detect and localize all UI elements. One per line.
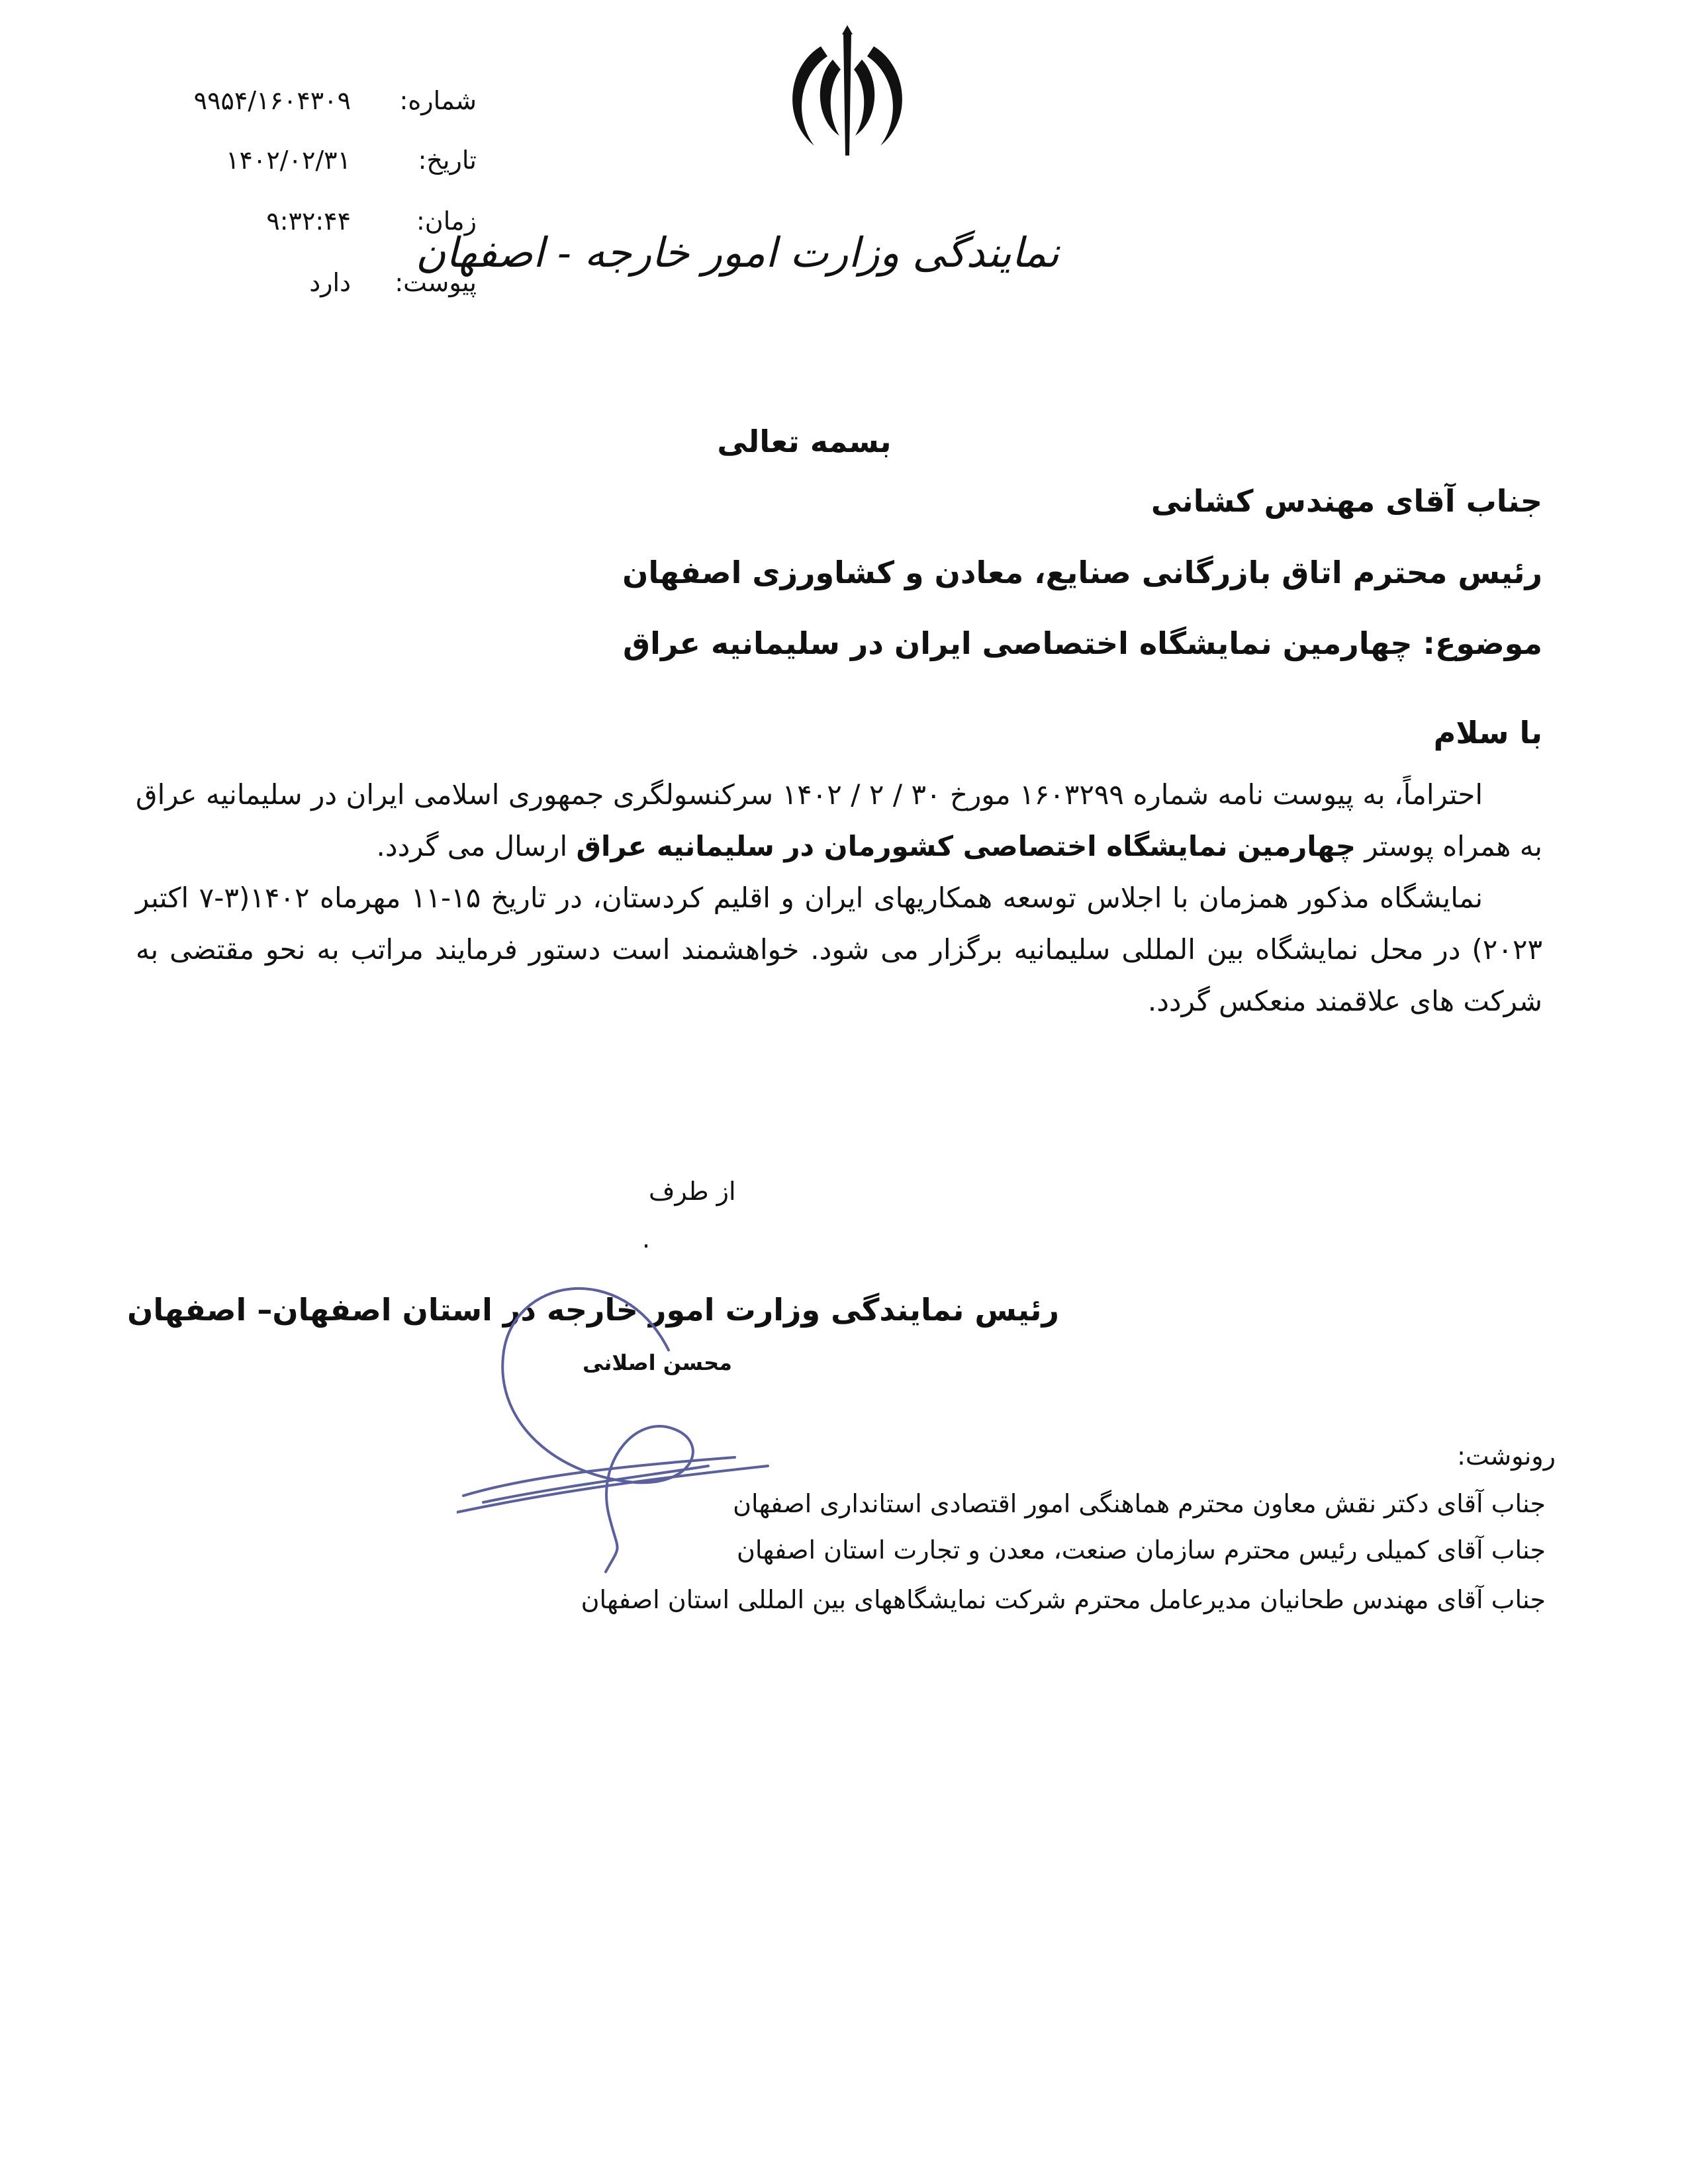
signatory-name: محسن اصلانی [583,1350,732,1375]
invocation: بسمه تعالی [717,424,892,459]
time-value: ۹:۳۲:۴۴ [266,206,351,236]
recipient-title: رئیس محترم اتاق بازرگانی صنایع، معادن و کشاورزی اصفهان [622,555,1542,590]
subject: موضوع: چهارمین نمایشگاه اختصاصی ایران در سلیمانیه عراق [623,625,1542,661]
cc-item-3: جناب آقای مهندس طحانیان مدیرعامل محترم شرکت نمایشگاههای بین المللی استان اصفهان [581,1585,1546,1614]
paragraph-2: نمایشگاه مذکور همزمان با اجلاس توسعه همکاریهای ایران و اقلیم کردستان، در تاریخ ۱۵-۱۱ مهرماه ۱۴۰۲(۳-۷ اکتبر ۲۰۲۳) در محل نمایشگاه بین المللی سلیمانیه برگزار می شود. خواهشمند است دستور فرمایند مراتب به نحو مقتضی به شرکت های علاقمند منعکس گردد. [136,882,1542,1017]
recipient: جناب آقای مهندس کشانی [1150,483,1542,519]
iran-emblem-icon [774,20,920,159]
attachment-label: پیوست: [395,268,477,297]
number-row [132,86,477,126]
date-label: تاریخ: [418,146,477,175]
cc-item-2: جناب آقای کمیلی رئیس محترم سازمان صنعت، معدن و تجارت استان اصفهان [736,1535,1546,1565]
on-behalf: از طرف [649,1177,736,1206]
time-label: زمان: [416,206,477,236]
paragraph-1-end: ارسال می گردد. [376,830,577,862]
cc-item-1: جناب آقای دکتر نقش معاون محترم هماهنگی امور اقتصادی استانداری اصفهان [733,1489,1546,1518]
signatory-title: رئیس نمایندگی وزارت امور خارجه در استان اصفهان– اصفهان [127,1292,1059,1328]
number-label: شماره: [399,86,477,115]
number-value: ۹۹۵۴/۱۶۰۴۳۰۹ [193,86,351,115]
organization-title: نمایندگی وزارت امور خارجه - اصفهان [416,228,1059,277]
date-value: ۱۴۰۲/۰۲/۳۱ [226,146,351,175]
signature-dot: . [642,1224,651,1253]
greeting: با سلام [1433,715,1542,751]
paragraph-1 [136,769,1542,872]
attachment-value: دارد [309,268,351,297]
cc-label: رونوشت: [1457,1441,1556,1471]
paragraph-1-bold: چهارمین نمایشگاه اختصاصی کشورمان در سلیمانیه عراق [576,830,1356,862]
letter-body [136,769,1542,1027]
paragraph-1-text: احتراماً، به پیوست نامه شماره ۱۶۰۳۲۹۹ مورخ ۳۰ / ۲ / ۱۴۰۲ سرکنسولگری جمهوری اسلامی ایران در سلیمانیه عراق به همراه پوستر [136,778,1542,862]
date-row [132,146,477,185]
